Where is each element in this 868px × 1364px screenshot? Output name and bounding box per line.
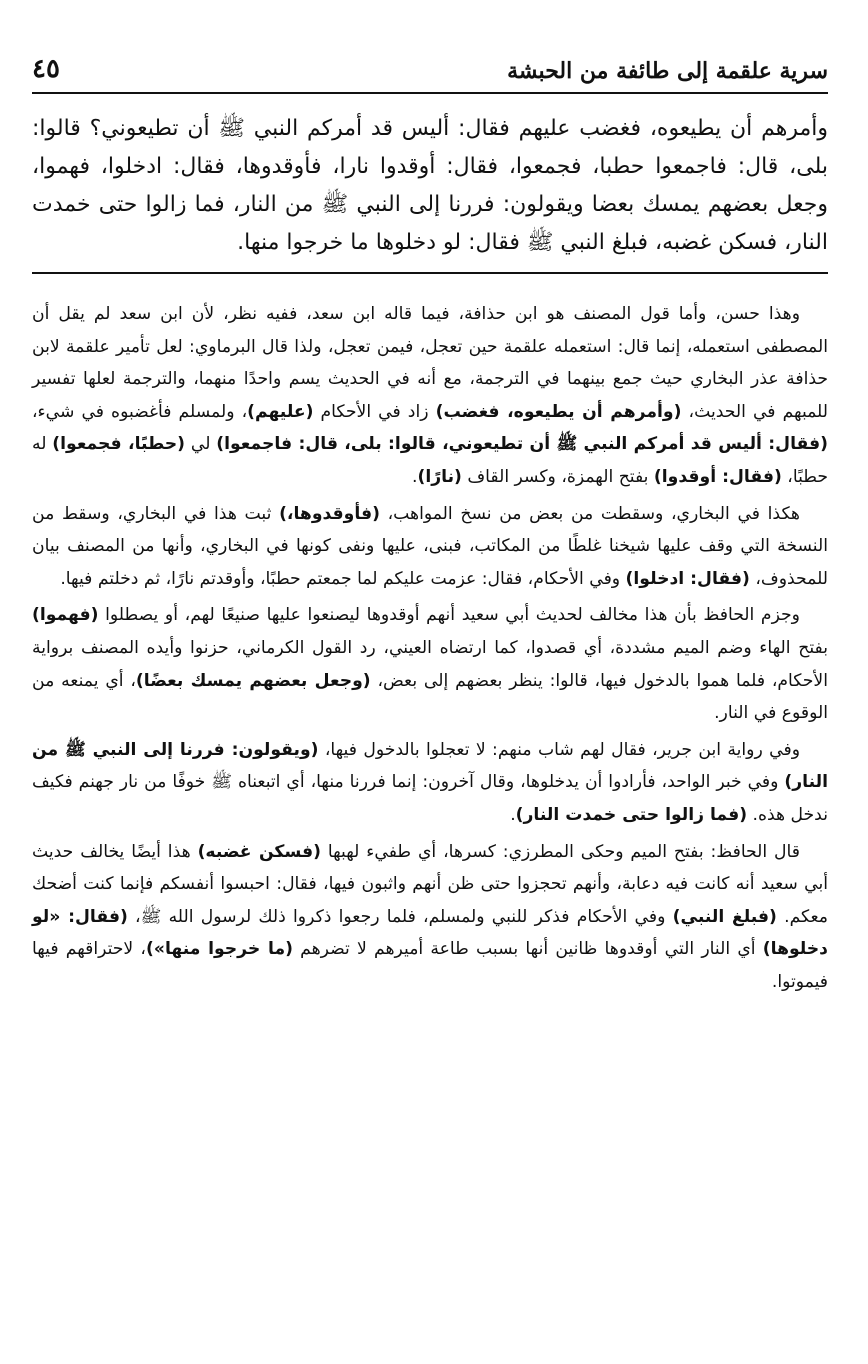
- quoted-text: (عليهم): [247, 401, 314, 422]
- commentary-paragraph: وهذا حسن، وأما قول المصنف هو ابن حذافة، فيما قاله ابن سعد، ففيه نظر، لأن ابن سعد لم يقل أن المصطفى استعمله، إنما قال: استعمله علقمة حين تعجل، فيمن تعجل، ولذا قال البرماوي: لعل تأمير علقمة لابن حذافة عذر البخاري حيث جمع بينهما في الترجمة، مع أنه في الحديث يسم واحدًا منهما، والترجمة لعلها تفسير للمبهم في الحديث، (وأمرهم أن يطيعوه، فغضب) زاد في الأحكام (عليهم)، ولمسلم فأغضبوه في شيء، (فقال: أليس قد أمركم النبي ﷺ أن تطيعوني، قالوا: بلى، قال: فاجمعوا) لي (حطبًا، فجمعوا) له حطبًا، (فقال: أوقدوا) بفتح الهمزة، وكسر القاف (نارًا).: [32, 304, 828, 487]
- running-title: سرية علقمة إلى طائفة من الحبشة: [507, 58, 828, 84]
- page-header: [32, 40, 828, 94]
- quoted-text: (فسكن غضبه): [197, 841, 322, 862]
- quoted-text: (فقال: ادخلوا): [625, 568, 750, 589]
- quoted-text: (فبلغ النبي): [672, 906, 777, 927]
- hadith-text: وأمرهم أن يطيعوه، فغضب عليهم فقال: أليس قد أمركم النبي ﷺ أن تطيعوني؟ قالوا: بلى، قال: فاجمعوا حطبا، فجمعوا، فقال: أوقدوا نارا، فأوقدوها، فقال: ادخلوا، فهموا، وجعل بعضهم يمسك بعضا ويقولون: فررنا إلى النبي ﷺ من النار، فما زالوا حتى خمدت النار، فسكن غضبه، فبلغ النبي ﷺ فقال: لو دخلوها ما خرجوا منها.: [32, 116, 828, 255]
- section-divider: [32, 272, 828, 274]
- quoted-text: (وأمرهم أن يطيعوه، فغضب): [435, 401, 682, 422]
- quoted-text: (فأوقدوها،): [279, 503, 380, 524]
- commentary-paragraph: هكذا في البخاري، وسقطت من بعض من نسخ المواهب، (فأوقدوها،) ثبت هذا في البخاري، وسقط من النسخة التي وقف عليها شيخنا غلطًا من المكاتب، فبنى، عليها ونفى كونها في البخاري، وأنها من المصنف بيان للمحذوف، (فقال: ادخلوا) وفي الأحكام، فقال: عزمت عليكم لما جمعتم حطبًا، وأوقدتم نارًا، ثم دخلتم فيها.: [32, 503, 828, 589]
- quoted-text: (فهموا): [32, 605, 99, 626]
- commentary-paragraph: قال الحافظ: بفتح الميم وحكى المطرزي: كسرها، أي طفيء لهبها (فسكن غضبه) هذا أيضًا يخالف حديث أبي سعيد أنه كانت فيه دعابة، وأنهم تحجزوا حتى ظن أنهم واثبون فيها، فقال: احبسوا أنفسكم فإنما كنت أضحك معكم. (فبلغ النبي) وفي الأحكام فذكر للنبي ولمسلم، فلما رجعوا ذكروا ذلك لرسول الله ﷺ، (فقال: «لو دخلوها) أي النار التي أوقدوها ظانين أنها بسبب طاعة أميرهم لا تضرهم (ما خرجوا منها»)، لاحتراقهم فيها فيموتوا.: [32, 841, 828, 992]
- quoted-text: (نارًا): [417, 466, 462, 487]
- page-number: ٤٥: [32, 54, 60, 84]
- quoted-text: (وجعل بعضهم يمسك بعضًا): [135, 670, 371, 691]
- quoted-text: (فما زالوا حتى خمدت النار): [515, 804, 748, 825]
- quoted-text: (فقال: أليس قد أمركم النبي ﷺ أن تطيعوني، قالوا: بلى، قال: فاجمعوا): [216, 434, 828, 455]
- commentary-paragraph: وفي رواية ابن جرير، فقال لهم شاب منهم: لا تعجلوا بالدخول فيها، (ويقولون: فررنا إلى النبي ﷺ من النار) وفي خبر الواحد، فأرادوا أن يدخلوها، وقال آخرون: إنما فررنا منها، أي اتبعناه ﷺ خوفًا من نار جهنم فكيف ندخل هذه. (فما زالوا حتى خمدت النار).: [32, 739, 828, 825]
- document-page: [32, 40, 828, 1002]
- commentary: [32, 298, 828, 998]
- quoted-text: (حطبًا، فجمعوا): [52, 434, 186, 455]
- commentary-paragraph: وجزم الحافظ بأن هذا مخالف لحديث أبي سعيد أنهم أوقدوها ليصنعوا عليها صنيعًا لهم، أو يصطلوا (فهموا) بفتح الهاء وضم الميم مشددة، أي قصدوا، كما ارتضاه العيني، رد القول الكرماني، حزنوا وأيده المصنف برواية الأحكام، فلما هموا بالدخول فيها، قالوا: ينظر بعضهم إلى بعض، (وجعل بعضهم يمسك بعضًا)، أي يمنعه من الوقوع في النار.: [32, 605, 828, 724]
- quoted-text: (ما خرجوا منها»): [145, 939, 293, 960]
- quoted-text: (فقال: «لو دخلوها): [32, 906, 828, 960]
- quoted-text: (ويقولون: فررنا إلى النبي ﷺ من النار): [32, 739, 828, 793]
- quoted-text: (فقال: أوقدوا): [653, 466, 782, 487]
